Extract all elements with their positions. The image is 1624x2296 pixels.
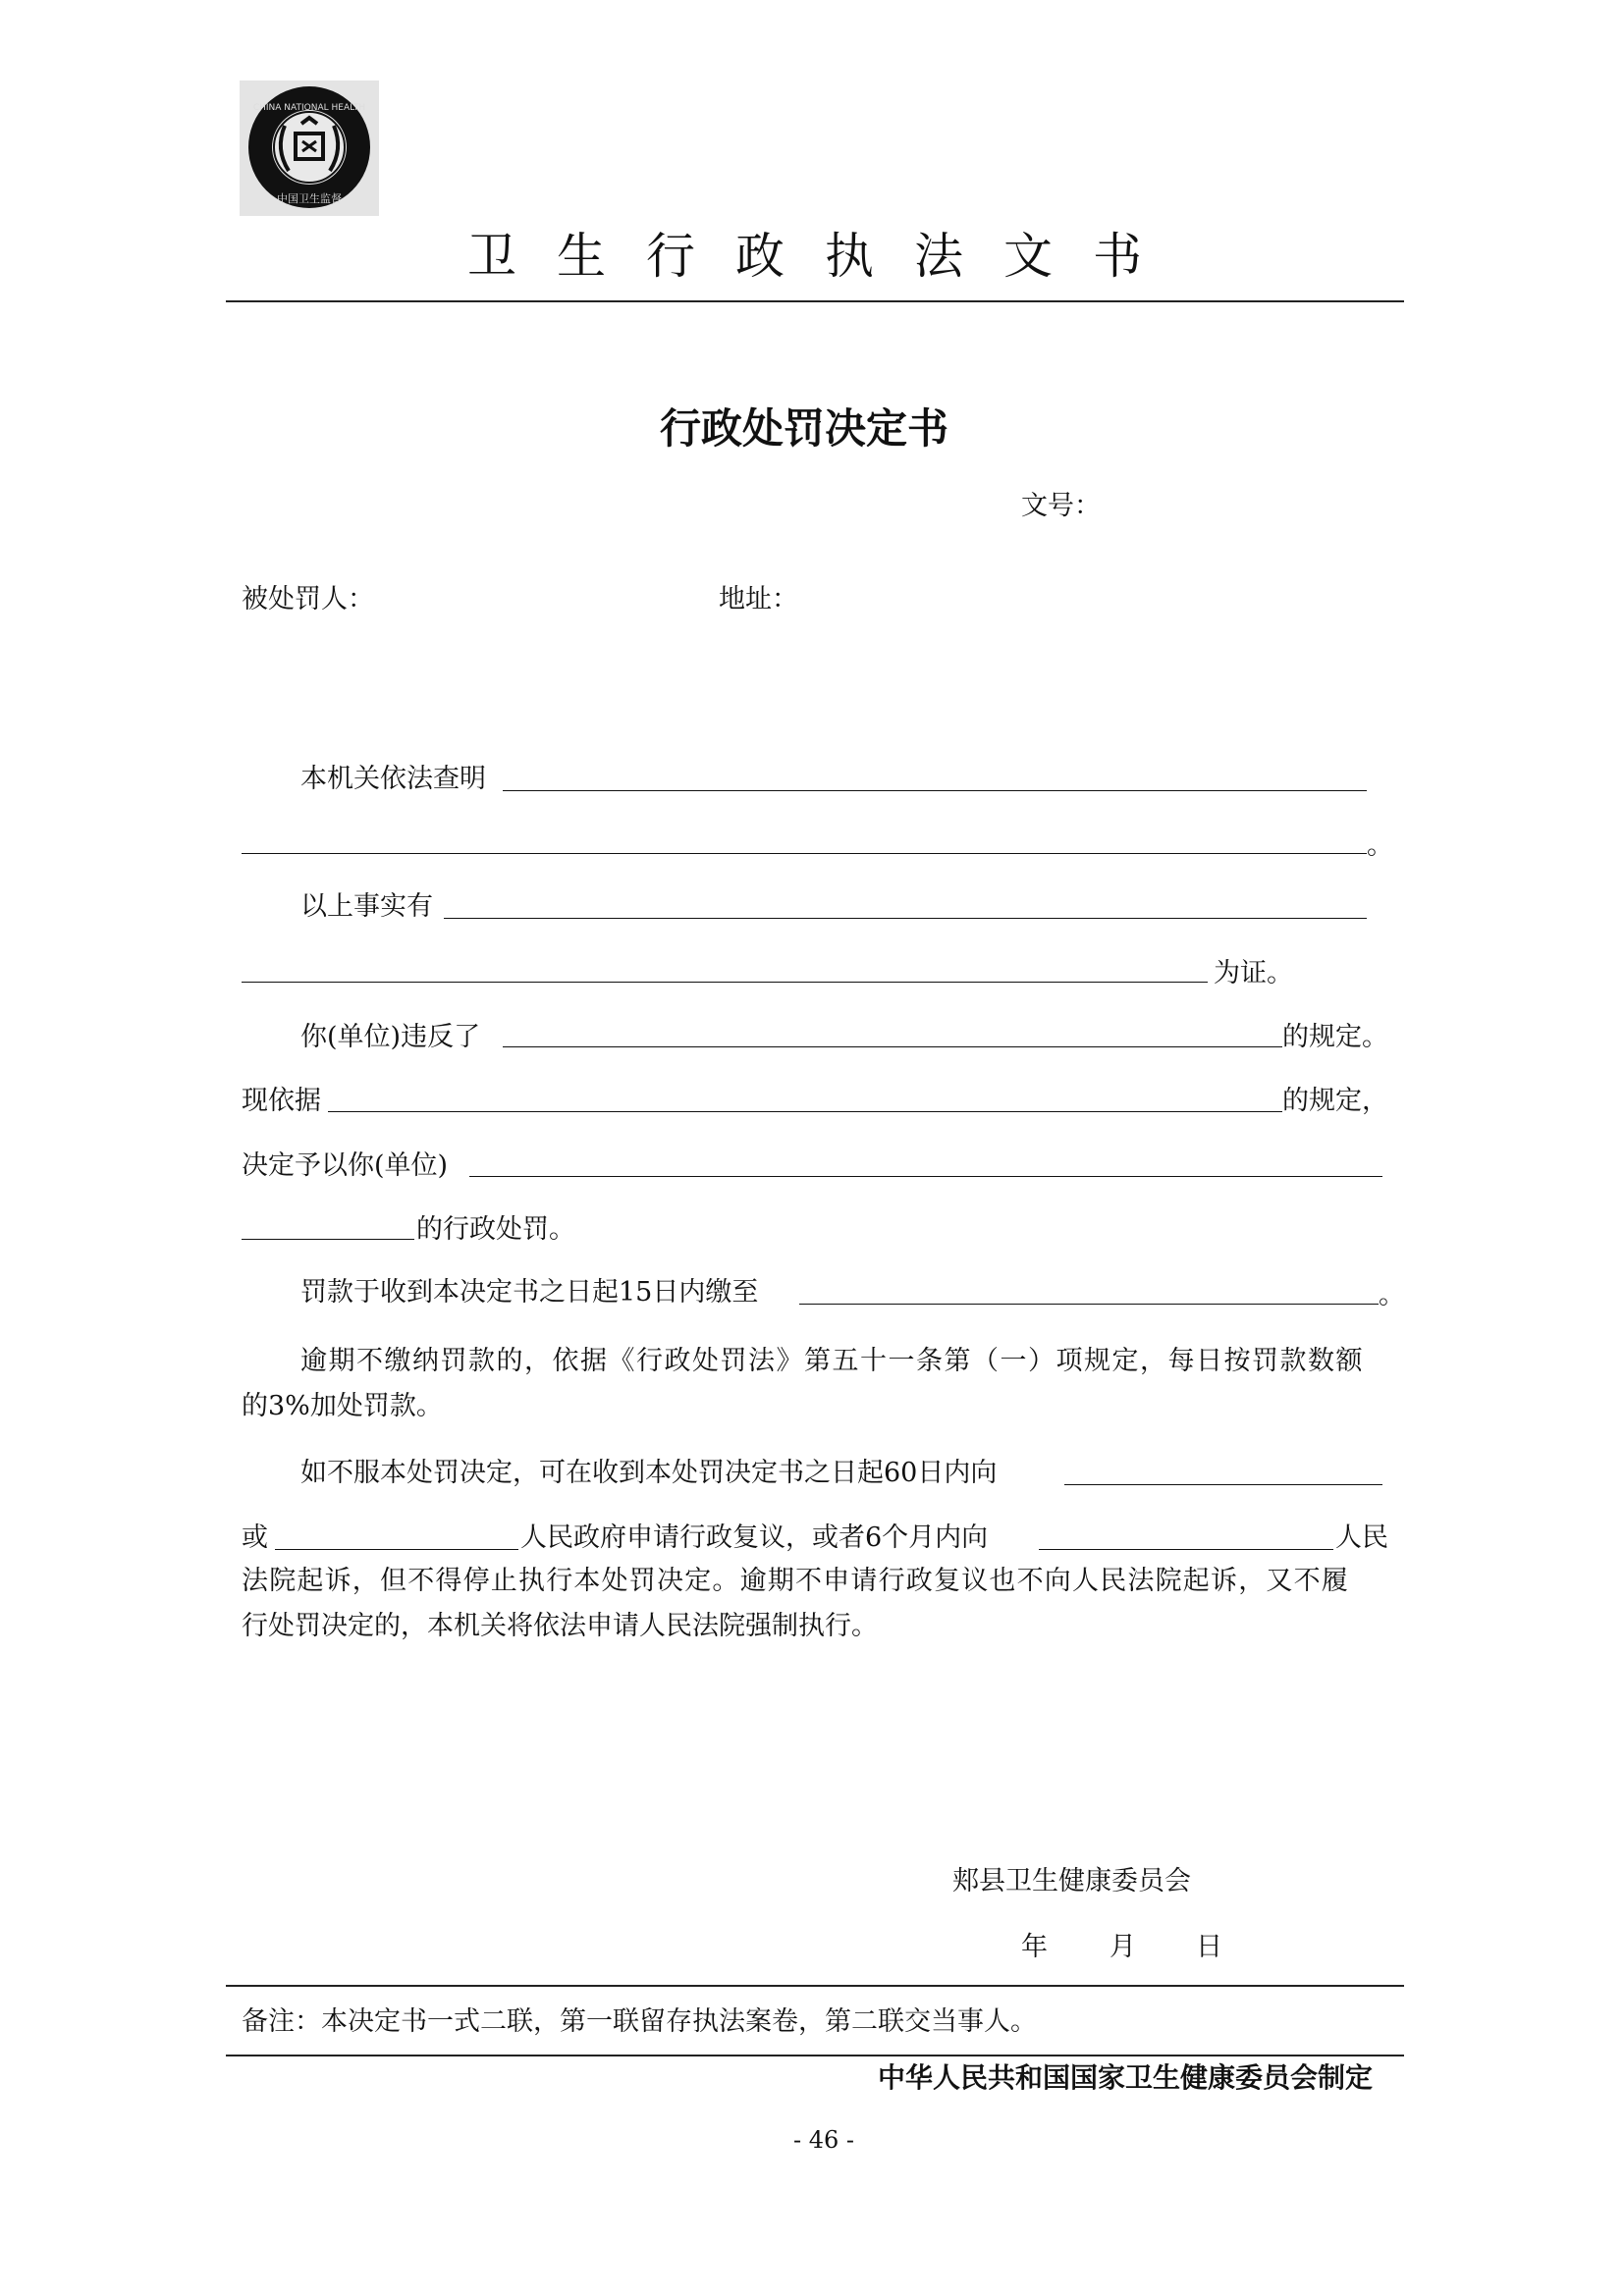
p1-lead: 本机关依法查明 bbox=[300, 764, 486, 794]
page-number: - 46 - bbox=[793, 2126, 855, 2154]
p2-blank-2[interactable] bbox=[242, 982, 1208, 983]
p1-blank-2[interactable] bbox=[242, 853, 1367, 854]
doc-number-label: 文号： bbox=[1021, 491, 1101, 521]
date-day: 日 bbox=[1196, 1932, 1222, 1962]
p6-lead: 罚款于收到本决定书之日起15日内缴至 bbox=[300, 1277, 759, 1308]
p7-line2: 的3%加处罚款。 bbox=[242, 1391, 443, 1421]
p8-blank-1[interactable] bbox=[1064, 1484, 1382, 1485]
p8-line1: 如不服本处罚决定，可在收到本处罚决定书之日起60日内向 bbox=[300, 1458, 998, 1488]
p3-end: 的规定。 bbox=[1282, 1022, 1388, 1052]
p8-blank-3[interactable] bbox=[1039, 1549, 1333, 1550]
p6-blank[interactable] bbox=[799, 1304, 1379, 1305]
penalized-party-label: 被处罚人： bbox=[242, 584, 374, 614]
p7-line1: 逾期不缴纳罚款的，依据《行政处罚法》第五十一条第（一）项规定，每日按罚款数额 bbox=[300, 1346, 1364, 1376]
p5-lead: 决定予以你(单位) bbox=[242, 1150, 449, 1181]
p2-blank-1[interactable] bbox=[444, 918, 1367, 919]
footer-maker: 中华人民共和国国家卫生健康委员会制定 bbox=[878, 2061, 1374, 2094]
p1-end: 。 bbox=[1367, 830, 1393, 861]
svg-text:中国卫生监督: 中国卫生监督 bbox=[277, 192, 342, 205]
health-inspection-emblem bbox=[240, 80, 379, 216]
p2-end: 为证。 bbox=[1214, 958, 1293, 988]
p8-line3: 法院起诉，但不得停止执行本处罚决定。逾期不申请行政复议也不向人民法院起诉，又不履 bbox=[242, 1566, 1349, 1596]
date-month: 月 bbox=[1110, 1932, 1136, 1962]
date-year: 年 bbox=[1021, 1932, 1048, 1962]
p3-lead: 你(单位)违反了 bbox=[300, 1022, 481, 1052]
p5-blank-1[interactable] bbox=[469, 1176, 1382, 1177]
address-label: 地址： bbox=[719, 584, 798, 614]
p6-end: 。 bbox=[1379, 1280, 1405, 1310]
p5-end: 的行政处罚。 bbox=[416, 1214, 575, 1245]
p4-end: 的规定， bbox=[1282, 1086, 1388, 1116]
p2-lead: 以上事实有 bbox=[300, 891, 433, 922]
p4-lead: 现依据 bbox=[242, 1086, 321, 1116]
footer-rule-bottom bbox=[226, 2055, 1404, 2056]
p8-mid: 人民政府申请行政复议，或者6个月内向 bbox=[520, 1522, 989, 1553]
p8-or: 或 bbox=[242, 1522, 268, 1553]
p8-line4: 行处罚决定的，本机关将依法申请人民法院强制执行。 bbox=[242, 1611, 878, 1641]
p5-blank-2[interactable] bbox=[242, 1239, 414, 1240]
svg-text:CHINA NATIONAL HEALTH: CHINA NATIONAL HEALTH bbox=[252, 103, 366, 113]
p8-end: 人民 bbox=[1335, 1522, 1388, 1553]
header-rule bbox=[226, 300, 1404, 302]
issuing-authority: 郏县卫生健康委员会 bbox=[952, 1866, 1191, 1896]
p4-blank[interactable] bbox=[328, 1111, 1282, 1112]
footer-note: 备注：本决定书一式二联，第一联留存执法案卷，第二联交当事人。 bbox=[242, 2006, 1037, 2037]
p8-blank-2[interactable] bbox=[275, 1549, 518, 1550]
document-title: 行政处罚决定书 bbox=[660, 404, 949, 453]
p3-blank[interactable] bbox=[503, 1046, 1282, 1047]
emblem-seal-icon bbox=[240, 80, 379, 216]
p1-blank-1[interactable] bbox=[503, 790, 1367, 791]
header-title: 卫生行政执法文书 bbox=[467, 228, 1182, 285]
footer-rule-top bbox=[226, 1985, 1404, 1987]
